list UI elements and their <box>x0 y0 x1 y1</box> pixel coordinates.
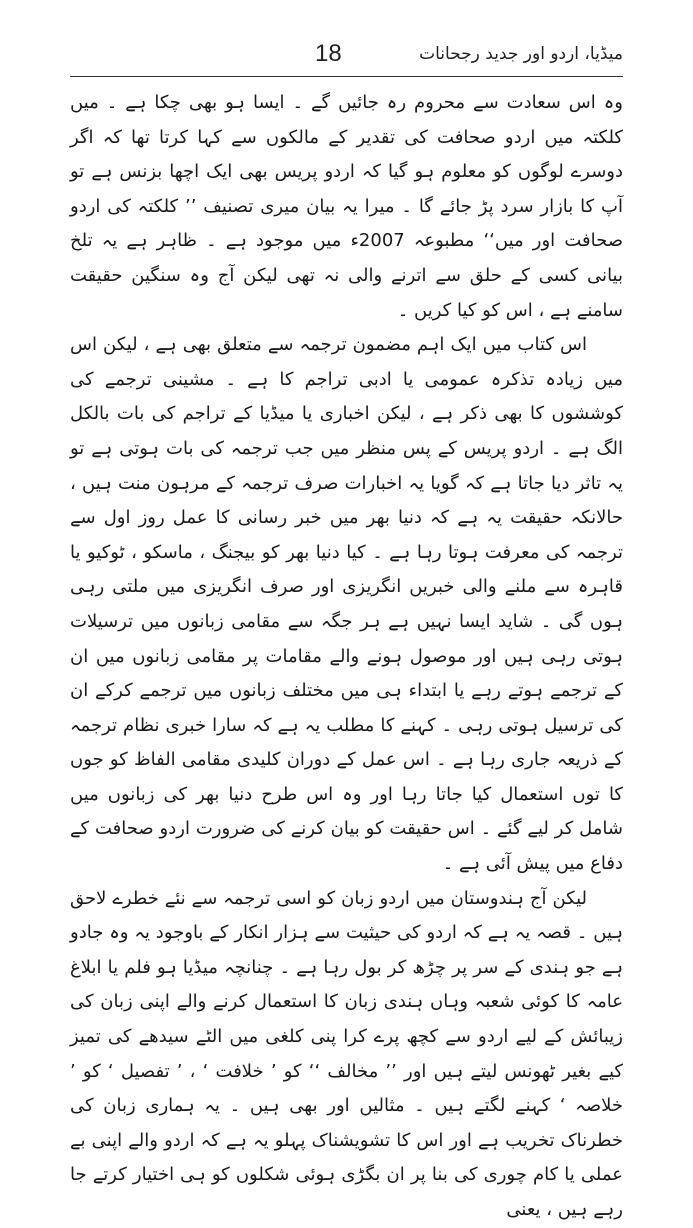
body-text <box>70 86 623 1220</box>
paragraph: اس کتاب میں ایک اہم مضمون ترجمہ سے متعلق بھی ہے ، لیکن اس میں زیادہ تذکرہ عمومی یا ادبی تراجم کا ہے ۔ مشینی ترجمے کی کوششوں کا بھی ذکر ہے ، لیکن اخباری یا میڈیا کے تراجم کی بات بالکل الگ ہے ۔ اردو پریس کے پس منظر میں جب ترجمہ کی بات ہوتی ہے تو یہ تاثر دیا جاتا ہے کہ گویا یہ اخبارات صرف ترجمہ کے مرہون منت ہیں ، حالانکہ حقیقت یہ ہے کہ دنیا بھر میں خبر رسانی کا عمل روز اول سے ترجمہ کی معرفت ہوتا رہا ہے ۔ کیا دنیا بھر کو بیجنگ ، ماسکو ، ٹوکیو یا قاہرہ سے ملنے والی خبریں انگریزی اور صرف انگریزی میں ملتی رہی ہوں گی ۔ شاید ایسا نہیں ہے ہر جگہ سے مقامی زبانوں میں ترسیلات ہوتی رہی ہیں اور موصول ہونے والے مقامات پر مقامی زبانوں میں ان کے ترجمے ہوتے رہے یا ابتداء ہی میں مختلف زبانوں میں ترجمے کرکے ان کی ترسیل ہوتی رہی ۔ کہنے کا مطلب یہ ہے کہ سارا خبری نظام ترجمہ کے ذریعہ جاری رہا ہے ۔ اس عمل کے دوران کلیدی مقامی الفاظ کو جوں کا توں استعمال کیا جاتا رہا اور وہ اس طرح دنیا بھر کی زبانوں میں شامل کر لیے گئے ۔ اس حقیقت کو بیان کرنے کی ضرورت اردو صحافت کے دفاع میں پیش آئی ہے ۔ <box>70 334 623 875</box>
running-title: میڈیا، اردو اور جدید رجحانات <box>419 44 623 64</box>
page-header <box>70 40 623 76</box>
header-divider <box>70 76 623 77</box>
paragraph: وہ اس سعادت سے محروم رہ جائیں گے ۔ ایسا ہو بھی چکا ہے ۔ میں کلکتہ میں اردو صحافت کی تقدیر کے مالکوں سے کہا کرتا تھا کہ اگر دوسرے لوگوں کو معلوم ہو گیا کہ اردو پریس بھی ایک اچھا بزنس ہے تو آپ کا بازار سرد پڑ جائے گا ۔ میرا یہ بیان میری تصنیف ’’ کلکتہ کی اردو صحافت اور میں‘‘ مطبوعہ 2007ء میں موجود ہے ۔ ظاہر ہے یہ تلخ بیانی کسی کے حلق سے اترنے والی نہ تھی لیکن آج وہ سنگین حقیقت سامنے ہے ، اس کو کیا کریں ۔ <box>70 92 623 321</box>
page-number: 18 <box>315 40 342 67</box>
paragraph: لیکن آج ہندوستان میں اردو زبان کو اسی ترجمہ سے نئے خطرے لاحق ہیں ۔ قصہ یہ ہے کہ اردو کی حیثیت سے ہزار انکار کے باوجود یہ وہ جادو ہے جو ہندی کے سر پر چڑھ کر بول رہا ہے ۔ چنانچہ میڈیا ہو فلم یا ابلاغ عامہ کا کوئی شعبہ وہاں ہندی زبان کا استعمال کرنے والے اپنی زبان کی زیبائش کے لیے اردو سے کچھ پرے کرا پنی کلغی میں الٹے سیدھے کی تمیز کیے بغیر ٹھونس لیتے ہیں اور ’’ مخالف ‘‘ کو ’ خلافت ‘ ، ’ تفصیل ‘ کو ’ خلاصہ ‘ کہنے لگتے ہیں ۔ مثالیں اور بھی ہیں ۔ یہ ہماری زبان کی خطرناک تخریب ہے اور اس کا تشویشناک پہلو یہ ہے کہ اردو والے اپنی بے عملی یا کام چوری کی بنا پر ان بگڑی ہوئی شکلوں کو ہی اختیار کرتے جا رہے ہیں ، یعنی <box>70 887 623 1220</box>
